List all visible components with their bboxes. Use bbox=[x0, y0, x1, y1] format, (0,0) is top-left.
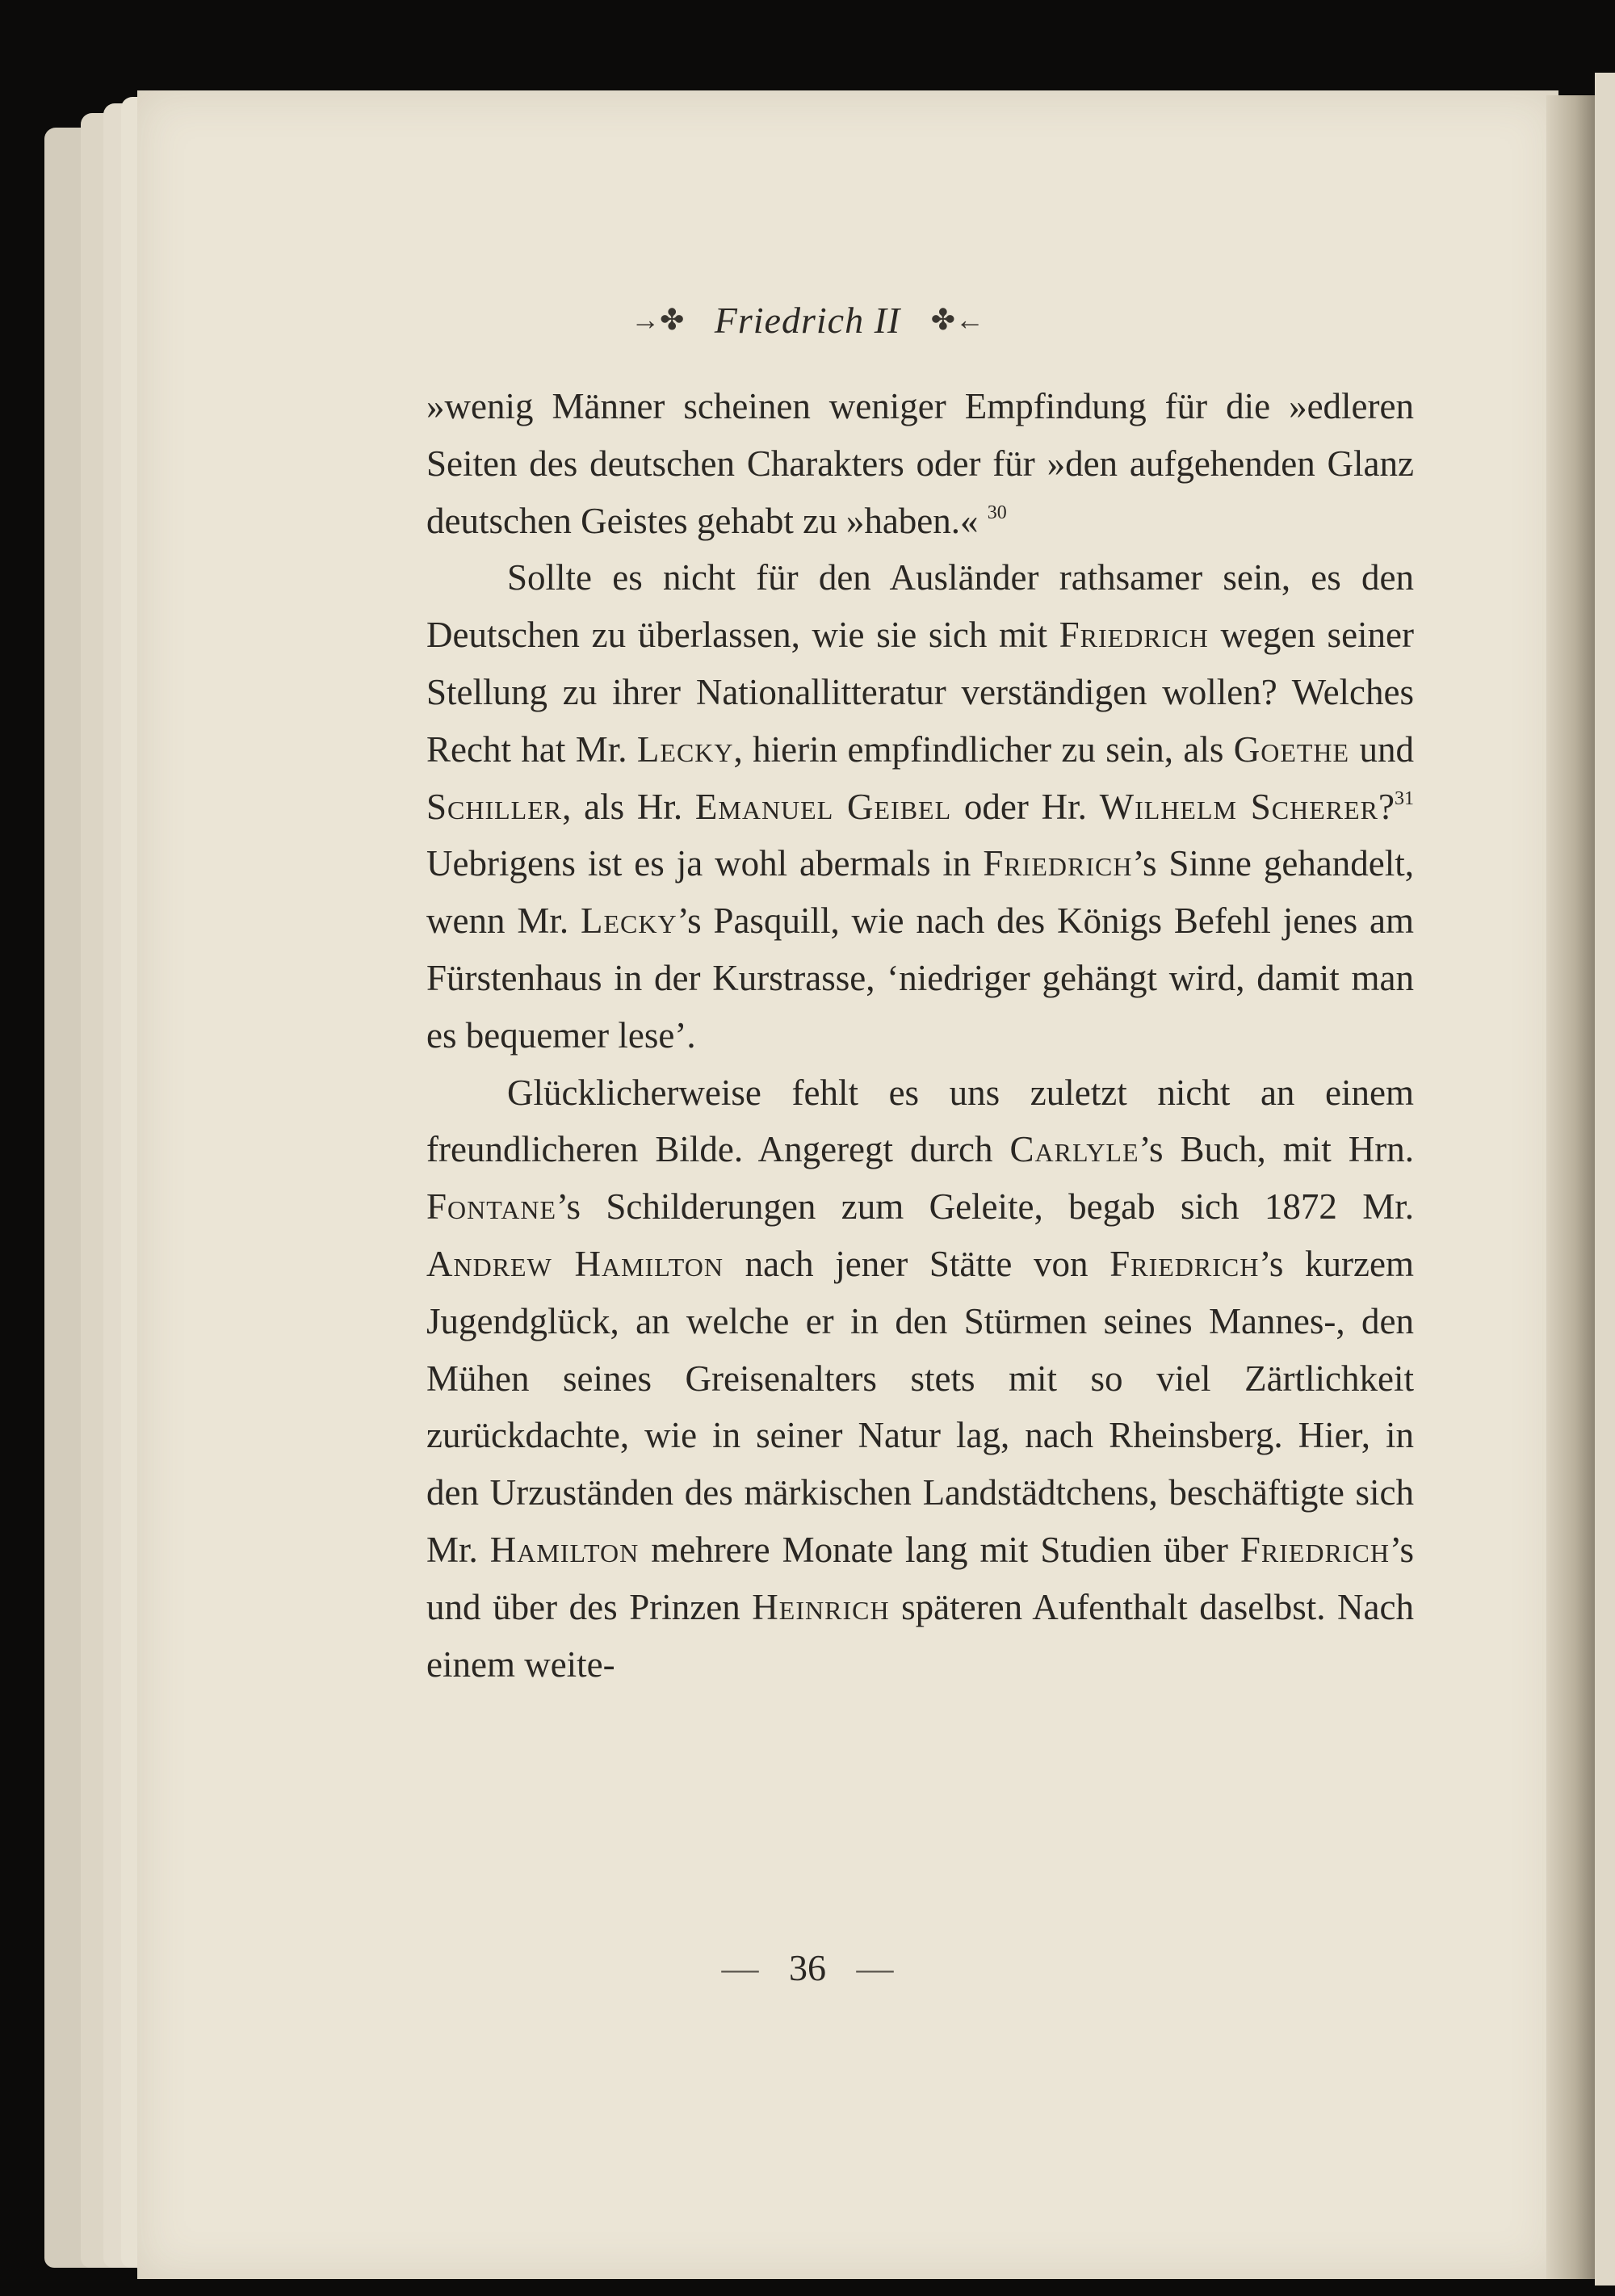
running-head-title: Friedrich II bbox=[714, 300, 901, 341]
name-smallcaps: Friedrich bbox=[983, 843, 1133, 884]
ornament-left-icon: →✤ bbox=[631, 304, 685, 336]
text-run: ’s Pasquill, wie nach des Königs Befehl jenes am Fürstenhaus in der Kurstrasse, ‘niedriger gehängt wird, damit man es bequemer lese’. bbox=[426, 900, 1414, 1056]
name-smallcaps: Lecky bbox=[580, 900, 677, 942]
name-smallcaps: Friedrich bbox=[1059, 615, 1209, 656]
name-smallcaps: Emanuel Geibel bbox=[694, 786, 952, 827]
text-run: ’s Buch, mit Hrn. bbox=[1139, 1129, 1414, 1170]
text-run: mehrere Monate lang mit Studien über bbox=[639, 1529, 1240, 1570]
footnote-ref: 31 bbox=[1394, 787, 1414, 809]
text-run: ’s Schilderungen zum Geleite, begab sich 1872 Mr. bbox=[556, 1186, 1414, 1228]
name-smallcaps: Schiller bbox=[426, 786, 563, 827]
text-run: späteren Aufenthalt daselbst. Nach einem weite- bbox=[426, 1586, 1414, 1685]
text-run: oder Hr. bbox=[951, 786, 1100, 827]
name-smallcaps: Lecky bbox=[636, 728, 734, 770]
text-run: Uebrigens ist es ja wohl abermals in bbox=[426, 843, 984, 884]
body-text bbox=[426, 378, 1414, 1693]
name-smallcaps: Friedrich bbox=[1240, 1529, 1390, 1570]
text-run: ? bbox=[1378, 786, 1395, 827]
name-smallcaps: Andrew Hamilton bbox=[426, 1243, 724, 1284]
text-run: ’s und über des Prinzen bbox=[426, 1529, 1414, 1627]
text-run: ’s Sinne gehandelt, wenn Mr. bbox=[426, 843, 1414, 942]
text-run: , hierin empfindlicher zu sein, als bbox=[733, 728, 1234, 770]
name-smallcaps: Goethe bbox=[1233, 728, 1350, 770]
running-head bbox=[0, 299, 1615, 342]
folio-dash: — bbox=[856, 1947, 894, 1988]
folio-dash: — bbox=[721, 1947, 759, 1988]
name-smallcaps: Carlyle bbox=[1009, 1129, 1139, 1170]
name-smallcaps: Heinrich bbox=[752, 1586, 890, 1627]
text-run: Sollte es nicht für den Ausländer rathsamer sein, es den Deutschen zu überlassen, wie sie sich mit bbox=[426, 557, 1414, 656]
page-number: 36 bbox=[789, 1947, 826, 1988]
text-run: ’s kurzem Jugendglück, an welche er in den Stürmen seines Mannes-, den Mühen seines Greisenalters stets mit so viel Zärtlichkeit zurückdachte, wie in seiner Natur lag, nach Rheinsberg. Hier, in den Urzuständen des märkischen Landstädtchens, beschäftigte sich Mr. bbox=[426, 1243, 1414, 1570]
page-number-line bbox=[0, 1946, 1615, 1989]
paragraph bbox=[426, 1064, 1414, 1694]
text-run: wegen seiner Stellung zu ihrer Nationallitteratur verständigen wollen? Welches Recht hat Mr. bbox=[426, 615, 1415, 770]
footnote-ref: 30 bbox=[987, 502, 1007, 523]
text-run: und bbox=[1349, 728, 1414, 770]
ornament-right-icon: ✤← bbox=[930, 304, 984, 336]
paragraph bbox=[426, 549, 1414, 1064]
name-smallcaps: Friedrich bbox=[1110, 1243, 1260, 1284]
text-run: Glücklicherweise fehlt es uns zuletzt nicht an einem freundlicheren Bilde. Angeregt durch bbox=[426, 1072, 1414, 1170]
text-run: »wenig Männer scheinen weniger Empfindung für die »edleren Seiten des deutschen Charakters oder für »den aufgehenden Glanz deutschen Geistes gehabt zu »haben.« bbox=[426, 386, 1414, 541]
text-run: , als Hr. bbox=[562, 786, 695, 827]
name-smallcaps: Fontane bbox=[426, 1186, 556, 1228]
text-run: nach jener Stätte von bbox=[724, 1243, 1110, 1284]
name-smallcaps: Wilhelm Scherer bbox=[1099, 786, 1378, 827]
paragraph bbox=[426, 378, 1414, 549]
name-smallcaps: Hamilton bbox=[489, 1529, 640, 1570]
